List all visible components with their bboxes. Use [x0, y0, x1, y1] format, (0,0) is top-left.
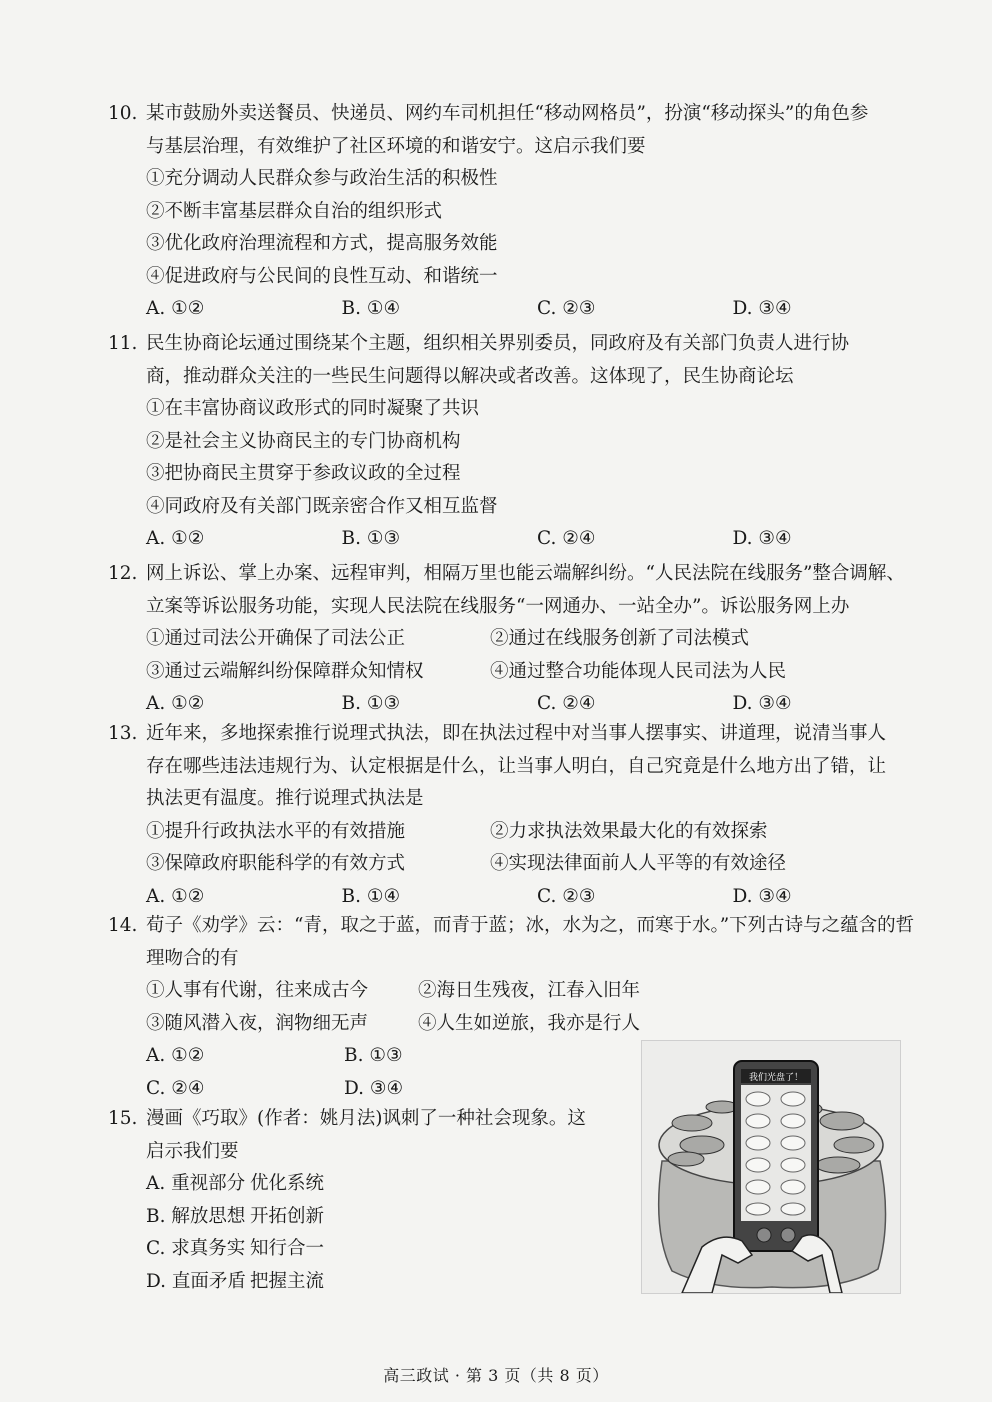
statement-4: ④通过整合功能体现人民司法为人民 — [490, 660, 787, 682]
question-stem-cont: 商，推动群众关注的一些民生问题得以解决或者改善。这体现了，民生协商论坛 — [146, 365, 794, 387]
phone-button-left — [757, 1228, 771, 1242]
choice-d[interactable]: D. ③④ — [732, 298, 792, 319]
choice-d[interactable]: D. ③④ — [732, 693, 792, 714]
cartoon-drawing — [642, 1041, 900, 1293]
choice-a[interactable]: A. ①② — [146, 1045, 205, 1066]
choice-a[interactable]: A. 重视部分 优化系统 — [146, 1173, 325, 1194]
statement-3: ③优化政府治理流程和方式，提高服务效能 — [146, 233, 498, 254]
statement-3: ③随风潜入夜，润物细无声 — [146, 1012, 369, 1034]
choice-d[interactable]: D. 直面矛盾 把握主流 — [146, 1270, 325, 1292]
statement-row — [108, 816, 928, 849]
choice-b[interactable]: B. ①③ — [341, 528, 401, 549]
question-11 — [108, 328, 928, 556]
question-12 — [108, 558, 928, 721]
choice-c[interactable]: C. ②③ — [537, 298, 596, 319]
question-stem-cont: 执法更有温度。推行说理式执法是 — [146, 788, 424, 809]
question-number: 10. — [108, 103, 138, 124]
statement-2: ②海日生残夜，江春入旧年 — [418, 980, 641, 1001]
answer-choices — [108, 881, 928, 914]
choice-b[interactable]: B. 解放思想 开拓创新 — [146, 1205, 325, 1227]
question-stem: 近年来，多地探索推行说理式执法，即在执法过程中对当事人摆事实、讲道理，说清当事人 — [146, 723, 887, 744]
choice-d[interactable]: D. ③④ — [732, 528, 792, 549]
statement-row — [108, 656, 928, 689]
choice-c[interactable]: C. ②④ — [537, 528, 596, 549]
choice-b[interactable]: B. ①④ — [341, 885, 401, 907]
question-stem: 漫画《巧取》(作者：姚月法)讽刺了一种社会现象。这 — [146, 1108, 586, 1129]
choice-a[interactable]: A. ①② — [146, 298, 205, 319]
statement-row — [108, 975, 928, 1008]
choice-d[interactable]: D. ③④ — [732, 885, 792, 907]
question-stem-cont: 存在哪些违法违规行为、认定根据是什么，让当事人明白，自己究竟是什么地方出了错，让 — [146, 755, 887, 777]
question-stem-cont: 启示我们要 — [146, 1140, 239, 1162]
choice-a[interactable]: A. ①② — [146, 693, 205, 714]
statement-4: ④促进政府与公民间的良性互动、和谐统一 — [146, 265, 498, 287]
choice-b[interactable]: B. ①③ — [344, 1045, 403, 1066]
statement-2: ②力求执法效果最大化的有效探索 — [490, 820, 768, 842]
choice-c[interactable]: C. ②③ — [537, 885, 596, 907]
answer-choices — [108, 523, 928, 556]
page-footer: 高三政试 · 第 3 页（共 8 页） — [383, 1366, 609, 1385]
statement-4: ④实现法律面前人人平等的有效途径 — [490, 853, 787, 874]
phone-caption: 我们光盘了！ — [748, 1073, 804, 1083]
statement-row — [108, 848, 928, 881]
choice-c[interactable]: C. ②④ — [146, 1077, 205, 1099]
statement-1: ①人事有代谢，往来成古今 — [146, 980, 369, 1001]
statement-1: ①充分调动人民群众参与政治生活的积极性 — [146, 168, 498, 189]
question-stem: 荀子《劝学》云：“青，取之于蓝，而青于蓝；冰，水为之，而寒于水。”下列古诗与之蕴含的哲 — [146, 915, 915, 936]
choice-c[interactable]: C. 求真务实 知行合一 — [146, 1238, 325, 1259]
choice-a[interactable]: A. ①② — [146, 528, 205, 549]
phone-button-right — [781, 1228, 795, 1242]
answer-choices — [108, 293, 928, 326]
question-number: 11. — [108, 333, 138, 354]
statement-3: ③保障政府职能科学的有效方式 — [146, 853, 406, 874]
choice-b[interactable]: B. ①④ — [341, 298, 401, 319]
question-number: 15. — [108, 1108, 138, 1129]
question-stem: 民生协商论坛通过围绕某个主题，组织相关界别委员，同政府及有关部门负责人进行协 — [146, 333, 850, 354]
choice-c[interactable]: C. ②④ — [537, 693, 596, 714]
question-10 — [108, 98, 928, 326]
question-stem: 网上诉讼、掌上办案、远程审判，相隔万里也能云端解纠纷。“人民法院在线服务”整合调解、 — [146, 563, 905, 584]
question-15 — [108, 1103, 628, 1298]
question-stem-cont: 与基层治理，有效维护了社区环境的和谐安宁。这启示我们要 — [146, 135, 646, 157]
question-stem-cont: 理吻合的有 — [146, 947, 239, 969]
statement-1: ①提升行政执法水平的有效措施 — [146, 820, 406, 842]
statement-3: ③通过云端解纠纷保障群众知情权 — [146, 660, 424, 682]
question-number: 13. — [108, 723, 138, 744]
question-number: 14. — [108, 915, 138, 936]
statement-4: ④同政府及有关部门既亲密合作又相互监督 — [146, 495, 498, 517]
question-number: 12. — [108, 563, 138, 584]
choice-b[interactable]: B. ①③ — [341, 693, 401, 714]
cartoon-illustration — [641, 1040, 901, 1294]
choice-d[interactable]: D. ③④ — [344, 1077, 404, 1099]
statement-2: ②不断丰富基层群众自治的组织形式 — [146, 200, 443, 222]
question-stem-cont: 立案等诉讼服务功能，实现人民法院在线服务“一网通办、一站全办”。诉讼服务网上办 — [146, 595, 850, 617]
statement-2: ②通过在线服务创新了司法模式 — [490, 628, 750, 649]
choice-a[interactable]: A. ①② — [146, 885, 205, 907]
statement-1: ①在丰富协商议政形式的同时凝聚了共识 — [146, 398, 480, 419]
statement-row — [108, 623, 928, 656]
statement-3: ③把协商民主贯穿于参政议政的全过程 — [146, 463, 461, 484]
question-13 — [108, 718, 928, 913]
statement-4: ④人生如逆旅，我亦是行人 — [418, 1012, 641, 1034]
statement-2: ②是社会主义协商民主的专门协商机构 — [146, 430, 461, 452]
statement-row — [108, 1008, 928, 1041]
statement-1: ①通过司法公开确保了司法公正 — [146, 628, 406, 649]
question-stem: 某市鼓励外卖送餐员、快递员、网约车司机担任“移动网格员”，扮演“移动探头”的角色参 — [146, 103, 869, 124]
answer-choices — [108, 688, 928, 721]
